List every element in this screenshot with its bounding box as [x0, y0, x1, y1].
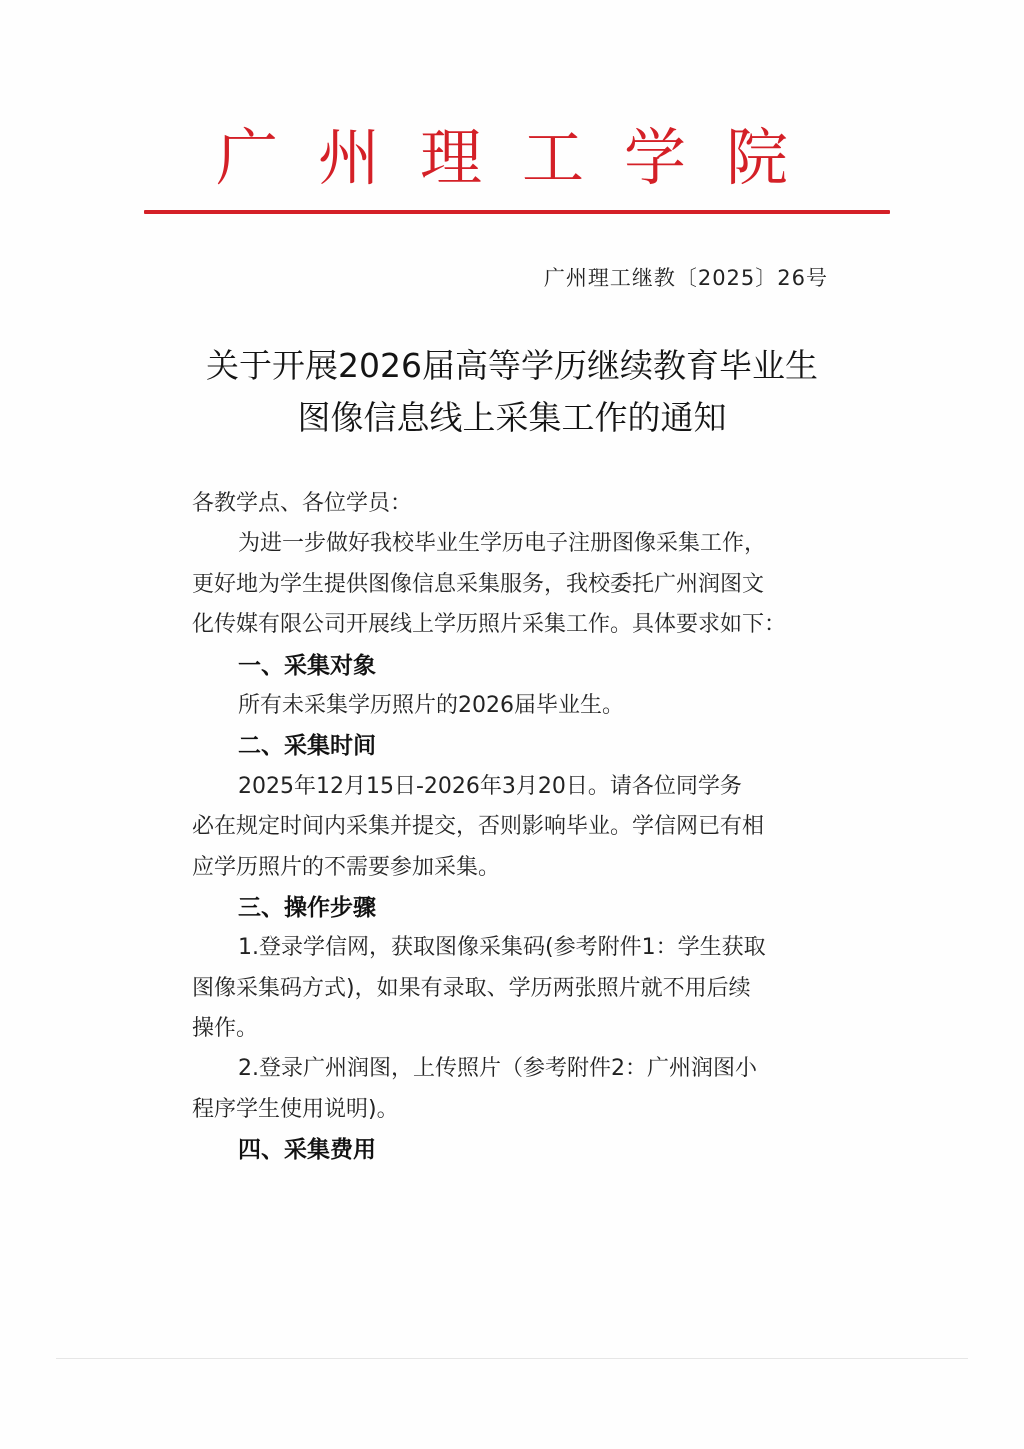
title-line-1: 关于开展2026届高等学历继续教育毕业生	[206, 346, 818, 385]
masthead-red-rule	[144, 210, 890, 214]
section-heading-fees: 四、采集费用	[238, 1137, 376, 1164]
section-steps-line-2: 图像采集码方式)，如果有录取、学历两张照片就不用后续	[192, 975, 751, 1001]
section-heading-steps: 三、操作步骤	[238, 894, 376, 921]
section-steps-line-3: 操作。	[192, 1016, 259, 1042]
section-steps-line-4: 2.登录广州润图，上传照片（参考附件2：广州润图小	[238, 1056, 757, 1082]
section-steps-line-1: 1.登录学信网，获取图像采集码(参考附件1：学生获取	[238, 935, 766, 961]
document-body	[192, 484, 842, 1171]
section-time-line-3: 应学历照片的不需要参加采集。	[192, 854, 501, 880]
intro-line-2: 更好地为学生提供图像信息采集服务，我校委托广州润图文	[192, 571, 765, 597]
page-bottom-rule	[56, 1358, 968, 1359]
institution-masthead: 广州理工学院	[215, 121, 828, 194]
intro-line-3: 化传媒有限公司开展线上学历照片采集工作。具体要求如下：	[192, 612, 787, 638]
section-heading-target: 一、采集对象	[238, 652, 376, 679]
document-title	[0, 340, 1024, 444]
section-steps-line-5: 程序学生使用说明)。	[192, 1096, 399, 1122]
salutation: 各教学点、各位学员：	[192, 491, 413, 516]
title-line-2: 图像信息线上采集工作的通知	[297, 398, 727, 437]
section-time-line-1: 2025年12月15日-2026年3月20日。请各位同学务	[238, 773, 742, 799]
intro-line-1: 为进一步做好我校毕业生学历电子注册图像采集工作，	[238, 531, 767, 557]
document-number: 广州理工继教〔2025〕26号	[543, 266, 828, 290]
section-time-line-2: 必在规定时间内采集并提交，否则影响毕业。学信网已有相	[192, 814, 765, 840]
section-heading-time: 二、采集时间	[238, 733, 376, 760]
section-target-line-1: 所有未采集学历照片的2026届毕业生。	[238, 692, 624, 718]
